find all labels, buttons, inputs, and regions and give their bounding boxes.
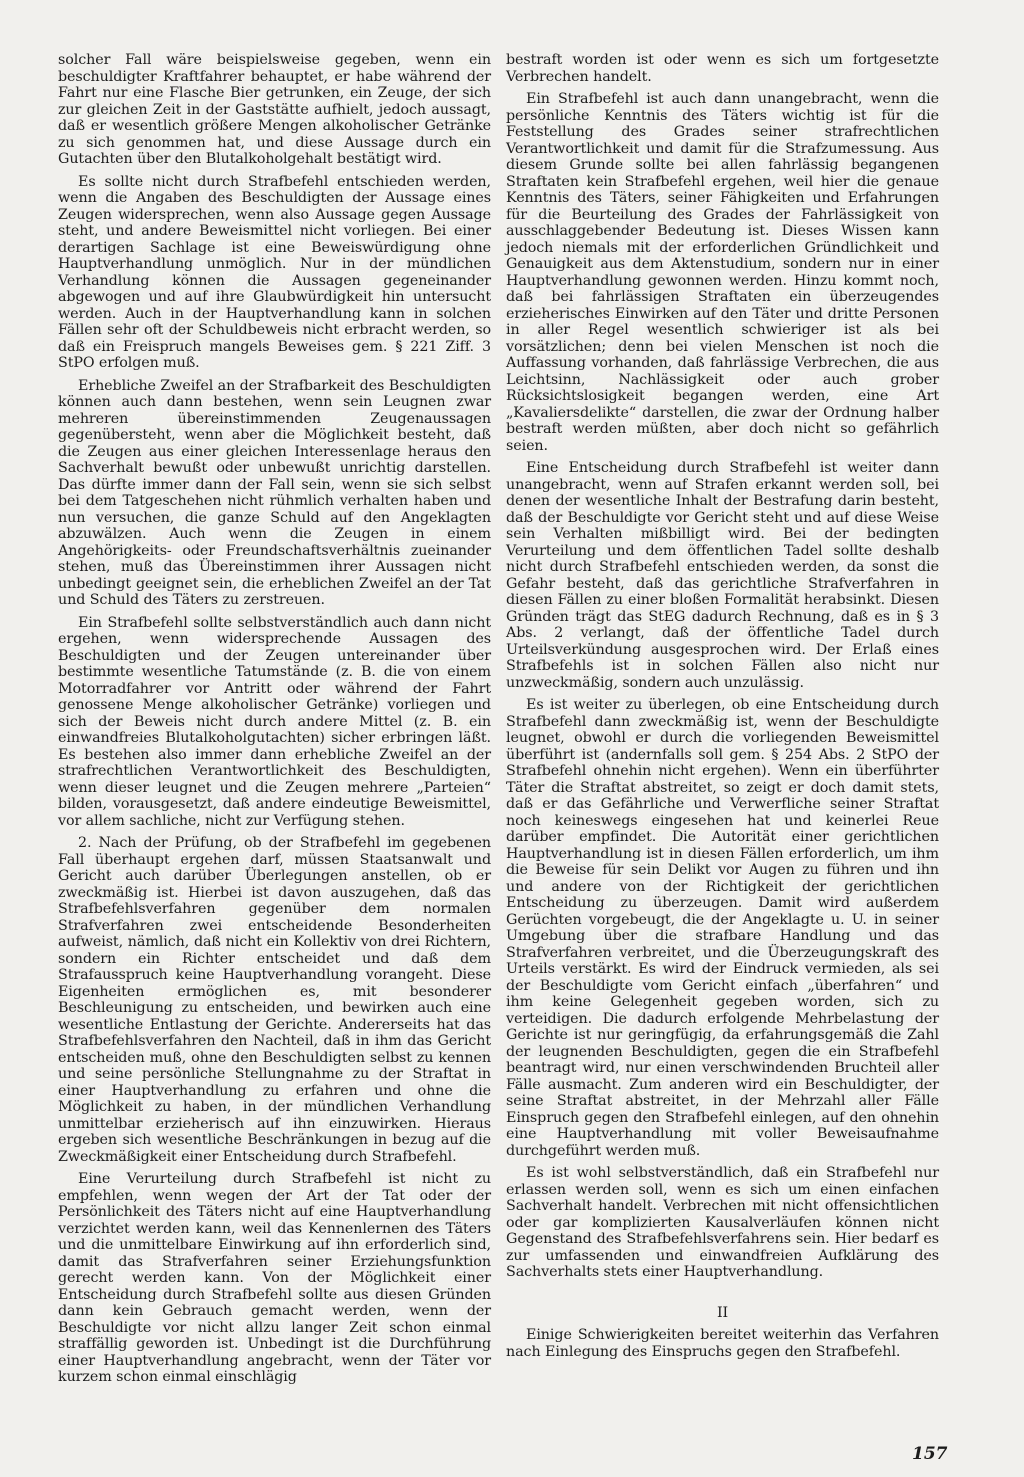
- paragraph: solcher Fall wäre beispielsweise gegeben, wenn ein beschuldigter Kraftfahrer behauptet, er habe während der Fahrt nur eine Flasche Bier getrunken, ein Zeuge, der sich zur gleichen Zeit in der Gaststätte aufhielt, jedoch aussagt, daß er wesentlich größere Mengen alkoholischer Getränke zu sich genommen hat, und diese Aussage durch ein Gutachten über den Blutalkoholgehalt bestätigt wird.: [58, 52, 491, 167]
- paragraph: Ein Strafbefehl sollte selbstverständlich auch dann nicht ergehen, wenn widersprechende Aussagen des Beschuldigten und der Zeugen untereinander über bestimmte wesentliche Tatumstände (z. B. die von einem Motorradfahrer vor Antritt oder während der Fahrt genossene Menge alkoholischer Getränke) vorliegen und sich der Beweis nicht durch andere Mittel (z. B. ein einwandfreies Blutalkoholgutachten) sicher erbringen läßt. Es bestehen also immer dann erhebliche Zweifel an der strafrechtlichen Verantwortlichkeit des Beschuldigten, wenn dieser leugnet und die Zeugen mehrere „Parteien“ bilden, vorausgesetzt, daß andere eindeutige Beweismittel, vor allem sachliche, nicht zur Verfügung stehen.: [58, 614, 491, 829]
- paragraph: bestraft worden ist oder wenn es sich um fortgesetzte Verbrechen handelt.: [506, 52, 939, 85]
- left-column: [58, 52, 491, 1392]
- paragraph: Es ist wohl selbstverständlich, daß ein Strafbefehl nur erlassen werden soll, wenn es sich um einen einfachen Sachverhalt handelt. Verbrechen mit nicht offensichtlichen oder gar komplizierten Kausalverläufen können nicht Gegenstand des Strafbefehlsverfahrens sein. Hier bedarf es zur umfassenden und einwandfreien Aufklärung des Sachverhalts stets einer Hauptverhandlung.: [506, 1165, 939, 1280]
- paragraph: Es sollte nicht durch Strafbefehl entschieden werden, wenn die Angaben des Beschuldigten der Aussage eines Zeugen widersprechen, wenn also Aussage gegen Aussage steht, und andere Beweismittel nicht vorliegen. Bei einer derartigen Sachlage ist eine Beweiswürdigung ohne Hauptverhandlung unmöglich. Nur in der mündlichen Verhandlung können die Aussagen gegeneinander abgewogen und auf ihre Glaubwürdigkeit hin untersucht werden. Auch in der Hauptverhandlung kann in solchen Fällen sehr oft der Schuldbeweis nicht erbracht werden, so daß ein Freispruch mangels Beweises gem. § 221 Ziff. 3 StPO erfolgen muß.: [58, 173, 491, 371]
- paragraph: Eine Entscheidung durch Strafbefehl ist weiter dann unangebracht, wenn auf Strafen erkannt werden soll, bei denen der wesentliche Inhalt der Bestrafung darin besteht, daß der Beschuldigte vor Gericht steht und auf diese Weise sein Verhalten mißbilligt wird. Bei der bedingten Verurteilung und dem öffentlichen Tadel sollte deshalb nicht durch Strafbefehl entschieden werden, da sonst die Gefahr besteht, daß das gerichtliche Strafverfahren in diesen Fällen zu einer bloßen Formalität herabsinkt. Diesen Gründen trägt das StEG dadurch Rechnung, daß es in § 3 Abs. 2 verlangt, daß der öffentliche Tadel durch Urteilsverkündung ausgesprochen wird. Der Erlaß eines Strafbefehls ist in solchen Fällen also nicht nur unzweckmäßig, sondern auch unzulässig.: [506, 460, 939, 691]
- paragraph: 2. Nach der Prüfung, ob der Strafbefehl im gegebenen Fall überhaupt ergehen darf, müssen Staatsanwalt und Gericht auch darüber Überlegungen anstellen, ob er zweckmäßig ist. Hierbei ist davon auszugehen, daß das Strafbefehlsverfahren gegenüber dem normalen Strafverfahren zwei entscheidende Besonderheiten aufweist, nämlich, daß nicht ein Kollektiv von drei Richtern, sondern ein Richter entscheidet und daß dem Strafausspruch keine Hauptverhandlung vorangeht. Diese Eigenheiten ermöglichen es, mit besonderer Beschleunigung zu entscheiden, und bewirken auch eine wesentliche Entlastung der Gerichte. Andererseits hat das Strafbefehlsverfahren den Nachteil, daß in ihm das Gericht entscheiden muß, ohne den Beschuldigten selbst zu kennen und seine persönliche Stellungnahme zu der Straftat in einer Hauptverhandlung zu erfahren und ohne die Möglichkeit zu haben, in der mündlichen Verhandlung unmittelbar erzieherisch auf ihn einzuwirken. Hieraus ergeben sich wesentliche Beschränkungen in bezug auf die Zweckmäßigkeit einer Entscheidung durch Strafbefehl.: [58, 835, 491, 1165]
- closing-paragraph: Einige Schwierigkeiten bereitet weiterhin das Verfahren nach Einlegung des Einspruchs gegen den Strafbefehl.: [506, 1327, 939, 1360]
- right-column: [506, 52, 939, 1366]
- section-heading: II: [716, 1304, 729, 1321]
- page-number: 157: [912, 1444, 948, 1464]
- paragraph: Erhebliche Zweifel an der Strafbarkeit des Beschuldigten können auch dann bestehen, wenn sein Leugnen zwar mehreren übereinstimmenden Zeugenaussagen gegenübersteht, wenn aber die Möglichkeit besteht, daß die Zeugen aus einer gleichen Interessenlage heraus den Sachverhalt bewußt oder unbewußt unrichtig darstellen. Das dürfte immer dann der Fall sein, wenn sie sich selbst bei dem Tatgeschehen nicht rühmlich verhalten haben und nun versuchen, die ganze Schuld auf den Angeklagten abzuwälzen. Auch wenn die Zeugen in einem Angehörigkeits- oder Freundschaftsverhältnis zueinander stehen, muß das Übereinstimmen ihrer Aussagen nicht unbedingt geeignet sein, die erheblichen Zweifel an der Tat und Schuld des Täters zu zerstreuen.: [58, 377, 491, 608]
- paragraph: Eine Verurteilung durch Strafbefehl ist nicht zu empfehlen, wenn wegen der Art der Tat oder der Persönlichkeit des Täters nicht auf eine Hauptverhandlung verzichtet werden kann, weil das Kennenlernen des Täters und die unmittelbare Einwirkung auf ihn erforderlich sind, damit das Strafverfahren seiner Erziehungsfunktion gerecht werden kann. Von der Möglichkeit einer Entscheidung durch Strafbefehl sollte aus diesen Gründen dann kein Gebrauch gemacht werden, wenn der Beschuldigte vor nicht allzu langer Zeit schon einmal straffällig geworden ist. Unbedingt ist die Durchführung einer Hauptverhandlung angebracht, wenn der Täter vor kurzem schon einmal einschlägig: [58, 1171, 491, 1385]
- paragraph: Ein Strafbefehl ist auch dann unangebracht, wenn die persönliche Kenntnis des Täters wichtig ist für die Feststellung des Grades seiner strafrechtlichen Verantwortlichkeit und damit für die Strafzumessung. Aus diesem Grunde sollte bei allen fahrlässig begangenen Straftaten kein Strafbefehl ergehen, weil hier die genaue Kenntnis des Täters, seiner Fähigkeiten und Erfahrungen für die Beurteilung des Grades der Fahrlässigkeit von ausschlaggebender Bedeutung ist. Dieses Wissen kann jedoch niemals mit der erforderlichen Gründlichkeit und Genauigkeit aus dem Aktenstudium, sondern nur in einer Hauptverhandlung gewonnen werden. Hinzu kommt noch, daß bei fahrlässigen Straftaten ein überzeugendes erzieherisches Einwirken auf den Täter und dritte Personen in aller Regel wesentlich schwieriger ist als bei vorsätzlichen; denn bei vielen Menschen ist noch die Auffassung vorhanden, daß fahrlässige Verbrechen, die aus Leichtsinn, Nachlässigkeit oder auch grober Rücksichtslosigkeit begangen werden, eine Art „Kavaliersdelikte“ darstellen, die zwar der Ordnung halber bestraft werden müßten, aber doch nicht so gefährlich seien.: [506, 91, 939, 454]
- paragraph: Es ist weiter zu überlegen, ob eine Entscheidung durch Strafbefehl dann zweckmäßig ist, wenn der Beschuldigte leugnet, obwohl er durch die vorliegenden Beweismittel überführt ist (andernfalls soll gem. § 254 Abs. 2 StPO der Strafbefehl ohnehin nicht ergehen). Wenn ein überführter Täter die Straftat abstreitet, so zeigt er doch damit stets, daß er das Gefährliche und Verwerfliche seiner Straftat noch keineswegs eingesehen hat und keinerlei Reue darüber empfindet. Die Autorität einer gerichtlichen Hauptverhandlung ist in diesen Fällen erforderlich, um ihm die Beweise für sein Delikt vor Augen zu führen und ihn und andere von der Richtigkeit der gerichtlichen Entscheidung zu überzeugen. Damit wird außerdem Gerüchten vorgebeugt, die der Angeklagte u. U. in seiner Umgebung über die strafbare Handlung und das Strafverfahren verbreitet, und die Überzeugungskraft des Urteils verstärkt. Es wird der Eindruck vermieden, als sei der Beschuldigte vom Gericht einfach „überfahren“ und ihm keine Gelegenheit gegeben worden, sich zu verteidigen. Die dadurch erfolgende Mehrbelastung der Gerichte ist nur geringfügig, da erfahrungsgemäß die Zahl der leugnenden Beschuldigten, gegen die ein Strafbefehl beantragt wird, nur einen verschwindenden Bruchteil aller Fälle ausmacht. Zum anderen wird ein Beschuldigter, der seine Straftat abstreitet, in der Mehrzahl aller Fälle Einspruch gegen den Strafbefehl einlegen, auf den ohnehin eine Hauptverhandlung mit voller Beweisaufnahme durchgeführt werden muß.: [506, 697, 939, 1159]
